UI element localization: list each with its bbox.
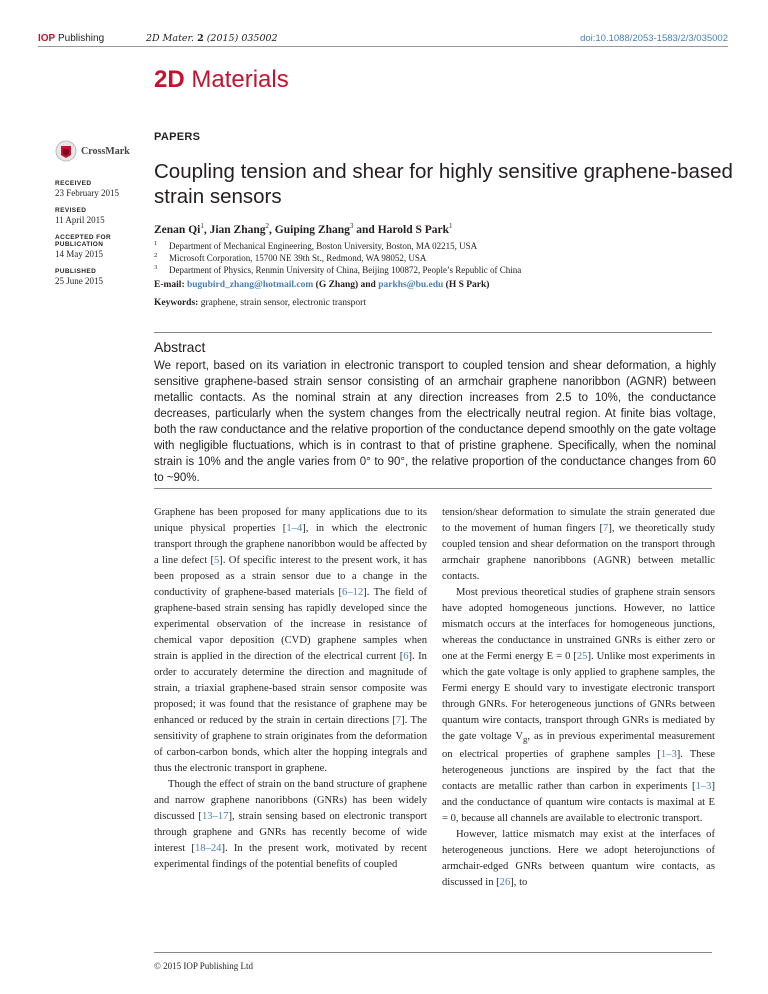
abstract-bottom-rule bbox=[154, 488, 712, 489]
publication-history bbox=[55, 180, 145, 295]
section-label: PAPERS bbox=[154, 131, 201, 143]
citation-link[interactable]: 6 bbox=[403, 651, 409, 662]
affiliation-item: 1 Department of Mechanical Engineering, Boston University, Boston, MA 02215, USA bbox=[154, 240, 478, 251]
citation-link[interactable]: 18–24 bbox=[194, 843, 222, 854]
crossmark-icon bbox=[55, 140, 77, 162]
citation-link[interactable]: 6–12 bbox=[342, 587, 364, 598]
author-name: Harold S Park bbox=[377, 223, 450, 236]
keywords: Keywords: graphene, strain sensor, electronic transport bbox=[154, 298, 366, 308]
author-name: Zenan Qi bbox=[154, 223, 201, 236]
journal-logo: 2D Materials bbox=[154, 66, 289, 93]
journal-citation: 2D Mater. 2 (2015) 035002 bbox=[146, 33, 278, 44]
history-value-accepted: 14 May 2015 bbox=[55, 249, 103, 259]
paragraph: Though the effect of strain on the band structure of graphene and narrow graphene nanoribbons (GNRs) has been widely discussed [13–17], strain sensing based on electronic transport through graphene and GNRs has recently become of wide interest [18–24]. In the present work, motivated by recent experimental findings of the potential benefits of coupled bbox=[154, 779, 428, 870]
affiliations bbox=[154, 240, 734, 276]
citation-link[interactable]: 1–3 bbox=[660, 749, 677, 761]
author-name: Guiping Zhang bbox=[274, 223, 350, 236]
author-name: Jian Zhang bbox=[209, 223, 266, 236]
citation-link[interactable]: 13–17 bbox=[201, 811, 229, 822]
history-label-received: RECEIVED bbox=[55, 180, 92, 187]
paragraph: Most previous theoretical studies of graphene strain sensors have adopted homogeneous junctions. However, no lattice mismatch occurs at the interfaces for homogeneous junctions, whereas the conductance in unstrained GNRs is either zero or one at the Fermi energy E = 0 [25]. Unlike most experiments in which the gate voltage is only applied to graphene samples, the Fermi energy E should vary to investigate electronic transport through GNRs. For heterogeneous junctions of GNRs between quantum wire contacts, transport through GNRs is mediated by the gate voltage $V_g$, as in previous experimental measurement on electrical properties of graphene samples [1–3]. These heterogeneous junctions are inspired by the fact that the contacts are metallic rather than carbon in experiments [1–3] and the conductance of quantum wire contacts is maximal at E = 0, because all channels are available to electronic transport. bbox=[442, 587, 716, 825]
body-column-left bbox=[154, 505, 427, 873]
author-list: Zenan Qi$^1$, Jian Zhang$^2$, Guiping Zhang$^3$ and Harold S Park$^1$ bbox=[154, 222, 453, 236]
paragraph: Graphene has been proposed for many applications due to its unique physical properties [1–4], in which the electronic transport through the graphene nanoribbon would be affected by a line defect [5]. Of specific interest to the present work, it has been proposed as a strain sensor due to a change in the conductivity of graphene-based materials [6–12]. The field of graphene-based strain sensing has rapidly developed since the experimental observation of the increase in resistance of chemical vapor deposition (CVD) graphene samples when strain is applied in the direction of the electrical current [6]. In order to accurately determine the direction and magnitude of strain, a triaxial graphene-based strain sensor composite was proposed; it was found that the resistance of graphene may be enhanced or reduced by the strain in certain directions [7]. The sensitivity of graphene to strain originates from the deformation of carbon-carbon bonds, which alter the hopping integrals and thus the electronic transport in graphene. bbox=[154, 507, 428, 774]
contact-email: E-mail: bugubird_zhang@hotmail.com (G Zhang) and parkhs@bu.edu (H S Park) bbox=[154, 280, 490, 290]
history-label-published: PUBLISHED bbox=[55, 268, 97, 275]
paragraph: However, lattice mismatch may exist at the interfaces of heterogeneous junctions. Here we adopt heterojunctions of armchair-edged GNRs between quantum wire contacts, as discussed in [26], to bbox=[442, 829, 715, 889]
email-link-zhang[interactable]: bugubird_zhang@hotmail.com bbox=[186, 280, 314, 290]
abstract-top-rule bbox=[154, 332, 712, 333]
paragraph: tension/shear deformation to simulate the strain generated due to the movement of human fingers [7], we theoretically study coupled tension and shear deformation on the transport through armchair graphene nanoribbons (AGNR) between metallic contacts. bbox=[442, 507, 715, 582]
citation-link[interactable]: 25 bbox=[576, 651, 588, 662]
footer-rule bbox=[154, 952, 712, 953]
citation-link[interactable]: 1–4 bbox=[286, 523, 303, 534]
abstract-text: We report, based on its variation in electronic transport to coupled tension and shear deformation, a highly sensitive graphene-based strain sensor consisting of an armchair graphene nanoribbon (AGNR) between metallic contacts. As the nominal strain at any direction increases from 2.5 to 10%, the conductance decreases, particularly when the system changes from the electrically neutral region. At finite bias voltage, both the raw conductance and the relative proportion of the conductance depend smoothly on the gate voltage with negligible fluctuations, which is in contrast to that of pristine graphene. Specifically, when the nominal strain is 10% and the angle varies from 0° to 90°, the relative proportion of the conductance changes from 60 to ~90%. bbox=[154, 360, 716, 484]
copyright-footer: © 2015 IOP Publishing Ltd bbox=[154, 961, 254, 971]
affiliation-item: 3 Department of Physics, Renmin University of China, Beijing 100872, People’s Republic of China bbox=[154, 264, 522, 275]
citation-link[interactable]: 1–3 bbox=[695, 781, 712, 793]
citation-link[interactable]: 7 bbox=[395, 715, 402, 726]
history-value-received: 23 February 2015 bbox=[55, 188, 119, 198]
crossmark-label: CrossMark bbox=[81, 146, 130, 157]
citation-link[interactable]: 26 bbox=[499, 877, 511, 889]
publisher-logo: IOP Publishing bbox=[38, 33, 105, 44]
history-label-revised: REVISED bbox=[55, 207, 87, 214]
history-value-revised: 11 April 2015 bbox=[55, 215, 105, 225]
abstract-heading: Abstract bbox=[154, 339, 206, 355]
header-divider bbox=[38, 46, 728, 47]
affiliation-item: 2 Microsoft Corporation, 15700 NE 39th St., Redmond, WA 98052, USA bbox=[154, 252, 427, 263]
citation-link[interactable]: 7 bbox=[603, 523, 609, 534]
crossmark-badge[interactable] bbox=[55, 138, 130, 168]
body-column-right bbox=[442, 505, 715, 891]
citation-link[interactable]: 5 bbox=[214, 555, 220, 566]
running-header bbox=[38, 28, 728, 46]
email-link-park[interactable]: parkhs@bu.edu bbox=[378, 280, 444, 290]
article-title: Coupling tension and shear for highly sensitive graphene-based strain sensors bbox=[154, 160, 733, 208]
doi-link[interactable]: doi:10.1088/2053-1583/2/3/035002 bbox=[580, 33, 728, 44]
history-value-published: 25 June 2015 bbox=[55, 276, 103, 286]
history-label-accepted: ACCEPTED FOR PUBLICATION bbox=[55, 234, 112, 248]
